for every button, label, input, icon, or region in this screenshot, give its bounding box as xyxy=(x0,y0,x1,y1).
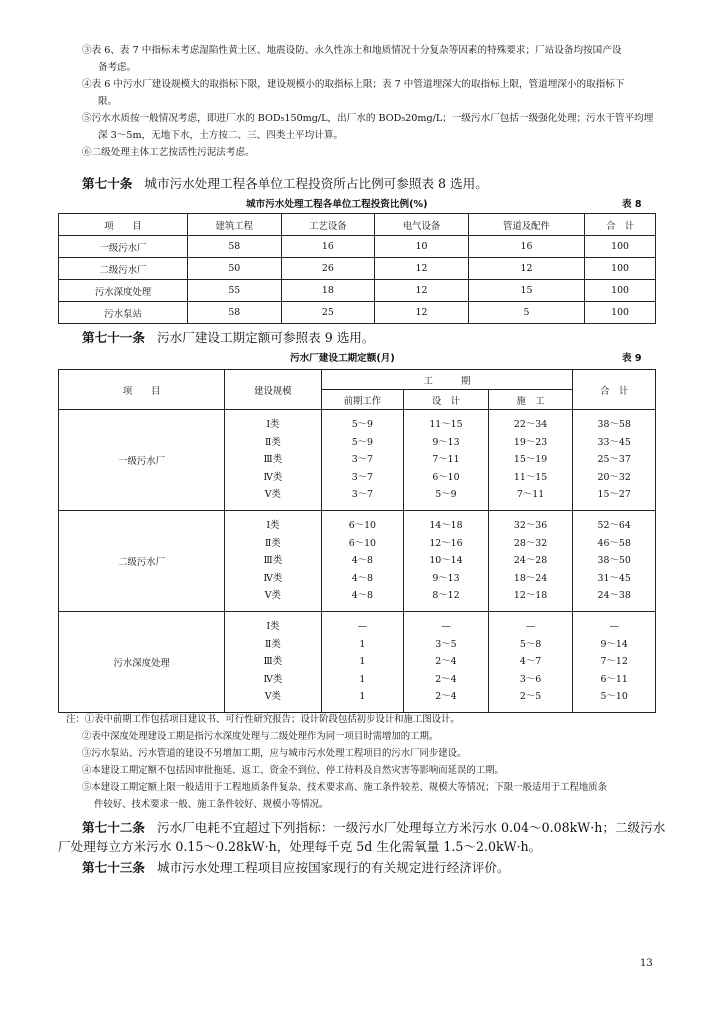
table8-cell: 100 xyxy=(585,258,656,280)
note-4-cont: 限。 xyxy=(98,96,118,107)
class-label: Ⅴ类 xyxy=(264,590,281,602)
value: 10～14 xyxy=(429,555,463,567)
table-row xyxy=(59,410,656,511)
intro-notes xyxy=(82,42,669,161)
note-5-cont: 深 3～5m，无地下水，土方按二、三、四类土平均计算。 xyxy=(98,130,344,141)
table9-build xyxy=(488,612,573,713)
value: 7～11 xyxy=(432,454,460,466)
table9-h-period: 工 期 xyxy=(321,370,573,390)
footnote-5: ⑤本建设工期定额上限一般适用于工程地质条件复杂、技术要求高、施工条件较差、规模大等情况；下限一般适用于工程地质条 xyxy=(82,782,608,793)
article-70-number: 第七十条 xyxy=(82,176,133,191)
value: — xyxy=(441,621,451,633)
class-label: Ⅱ类 xyxy=(264,638,281,650)
value: 20～32 xyxy=(597,471,631,483)
table8-cell: 58 xyxy=(188,236,282,258)
class-label: Ⅲ类 xyxy=(263,656,283,668)
value: 5～10 xyxy=(600,691,628,703)
table9-pre xyxy=(321,410,404,511)
value: 11～15 xyxy=(513,471,548,483)
table9-caption: 污水厂建设工期定额(月) xyxy=(290,353,395,364)
table-row xyxy=(59,236,656,258)
table9-design xyxy=(404,511,489,612)
value: 9～13 xyxy=(432,572,460,584)
value: 28～32 xyxy=(513,537,548,549)
article-70-text: 城市污水处理工程各单位工程投资所占比例可参照表 8 选用。 xyxy=(144,176,488,191)
class-label: Ⅴ类 xyxy=(264,691,281,703)
table9-group-name: 一级污水厂 xyxy=(59,410,225,511)
table8-cell: 16 xyxy=(468,236,584,258)
table9-total xyxy=(573,511,656,612)
value: 5～9 xyxy=(351,436,374,448)
table9-group-name: 污水深度处理 xyxy=(59,612,225,713)
table9-h-design: 设 计 xyxy=(404,390,489,410)
table9-total xyxy=(573,410,656,511)
article-71-number: 第七十一条 xyxy=(82,330,145,345)
value: 2～4 xyxy=(435,673,457,685)
table9-classes xyxy=(225,410,321,511)
value: 15～19 xyxy=(513,454,548,466)
footnote-5-cont: 件较好、技术要求一般、施工条件较好、规模小等情况。 xyxy=(94,799,329,810)
table8-cell: 50 xyxy=(188,258,282,280)
value: 2～5 xyxy=(519,691,542,703)
class-label: Ⅰ类 xyxy=(266,621,280,633)
value: 4～8 xyxy=(351,555,374,567)
value: 1 xyxy=(359,638,366,650)
value: 11～15 xyxy=(429,419,463,431)
note-6: ⑥二级处理主体工艺按活性污泥法考虑。 xyxy=(82,147,255,158)
value: 12～16 xyxy=(429,537,463,549)
article-73 xyxy=(82,858,669,877)
table9-header-row-1 xyxy=(59,370,656,390)
table8-cell: 15 xyxy=(468,280,584,302)
value: 5～9 xyxy=(435,489,457,501)
article-70 xyxy=(82,174,669,193)
table9-build xyxy=(488,410,573,511)
note-3-cont: 备考虑。 xyxy=(98,62,137,73)
value: 3～5 xyxy=(435,638,457,650)
value: 7～12 xyxy=(600,656,628,668)
value: 9～13 xyxy=(432,436,460,448)
class-label: Ⅱ类 xyxy=(264,537,281,549)
table-row xyxy=(59,302,656,324)
value: 15～27 xyxy=(597,489,631,501)
table-row xyxy=(59,612,656,713)
article-72-text: 污水厂电耗不宜超过下列指标：一级污水厂处理每立方米污水 0.04～0.08kW·h；二级污水厂处理每立方米污水 0.15～0.28kW·h，处理每千克 5d 生化需氧量 1.5～2.0kW·h。 xyxy=(58,820,666,854)
article-73-text: 城市污水处理工程项目应按国家现行的有关规定进行经济评价。 xyxy=(156,860,510,875)
table8-h-building: 建筑工程 xyxy=(188,214,282,236)
table-row xyxy=(59,258,656,280)
value: 6～11 xyxy=(600,673,628,685)
value: 5～9 xyxy=(351,419,374,431)
value: 7～11 xyxy=(516,489,545,501)
value: 2～4 xyxy=(435,691,457,703)
table9-h-build: 施 工 xyxy=(488,390,573,410)
value: 24～28 xyxy=(513,555,548,567)
class-label: Ⅲ类 xyxy=(263,454,283,466)
class-label: Ⅲ类 xyxy=(263,555,283,567)
table8-h-item: 项 目 xyxy=(59,214,188,236)
value: 19～23 xyxy=(513,436,548,448)
table8-cell: 100 xyxy=(585,280,656,302)
table8-cell: 18 xyxy=(281,280,375,302)
value: 38～58 xyxy=(597,419,631,431)
class-label: Ⅳ类 xyxy=(263,673,283,685)
table8-cell: 一级污水厂 xyxy=(59,236,188,258)
value: 33～45 xyxy=(597,436,631,448)
value: 52～64 xyxy=(597,520,631,532)
table8-cell: 25 xyxy=(281,302,375,324)
table9-h-item: 项 目 xyxy=(59,370,225,410)
value: 5～8 xyxy=(519,638,542,650)
value: 1 xyxy=(359,691,366,703)
table9-label: 表 9 xyxy=(622,353,642,364)
value: 24～38 xyxy=(597,590,631,602)
value: 38～50 xyxy=(597,555,631,567)
table8-cell: 污水泵站 xyxy=(59,302,188,324)
value: 6～10 xyxy=(432,471,460,483)
table8-header-row xyxy=(59,214,656,236)
class-label: Ⅴ类 xyxy=(264,489,281,501)
table9-total xyxy=(573,612,656,713)
table8-cell: 55 xyxy=(188,280,282,302)
page-number: 13 xyxy=(640,958,653,969)
value: 25～37 xyxy=(597,454,631,466)
value: 22～34 xyxy=(513,419,548,431)
value: — xyxy=(525,621,536,633)
value: — xyxy=(609,621,619,633)
table8-h-pipe: 管道及配件 xyxy=(468,214,584,236)
class-label: Ⅳ类 xyxy=(263,471,283,483)
value: 4～8 xyxy=(351,590,374,602)
value: 4～7 xyxy=(519,656,542,668)
value: 6～10 xyxy=(348,537,377,549)
table8-cell: 二级污水厂 xyxy=(59,258,188,280)
class-label: Ⅱ类 xyxy=(264,436,281,448)
article-72 xyxy=(58,818,669,856)
table8-cell: 100 xyxy=(585,302,656,324)
table8-h-total: 合 计 xyxy=(585,214,656,236)
class-label: Ⅰ类 xyxy=(266,419,280,431)
table9-pre xyxy=(321,612,404,713)
note-5: ⑤污水水质按一般情况考虑，即进厂水的 BOD₅150mg/L，出厂水的 BOD₅20mg/L；一级污水厂包括一级强化处理；污水干管平均埋 xyxy=(82,113,654,124)
footnote-3: ③污水泵站、污水管道的建设不另增加工期，应与城市污水处理工程项目的污水厂同步建设。 xyxy=(82,748,467,759)
table8-cell: 12 xyxy=(375,302,469,324)
table9-design xyxy=(404,612,489,713)
value: 4～8 xyxy=(351,572,374,584)
value: 3～6 xyxy=(519,673,542,685)
value: 14～18 xyxy=(429,520,463,532)
table8-cell: 10 xyxy=(375,236,469,258)
table8-cell: 12 xyxy=(375,258,469,280)
class-label: Ⅳ类 xyxy=(263,572,283,584)
article-72-number: 第七十二条 xyxy=(82,820,145,835)
table8-cell: 58 xyxy=(188,302,282,324)
article-71 xyxy=(82,328,669,347)
table8-cell: 污水深度处理 xyxy=(59,280,188,302)
table9-footnotes xyxy=(66,711,669,813)
table-8 xyxy=(58,213,656,324)
table8-cell: 26 xyxy=(281,258,375,280)
value: 3～7 xyxy=(351,454,374,466)
note-4: ④表 6 中污水厂建设规模大的取指标下限，建设规模小的取指标上限；表 7 中管道埋深大的取指标上限，管道埋深小的取指标下 xyxy=(82,79,625,90)
table8-label: 表 8 xyxy=(622,199,642,210)
value: 32～36 xyxy=(513,520,548,532)
value: 1 xyxy=(359,656,366,668)
table8-h-electric: 电气设备 xyxy=(375,214,469,236)
value: 2～4 xyxy=(435,656,457,668)
table9-h-total: 合 计 xyxy=(573,370,656,410)
table8-cell: 100 xyxy=(585,236,656,258)
value: 46～58 xyxy=(597,537,631,549)
value: — xyxy=(357,621,368,633)
value: 18～24 xyxy=(513,572,548,584)
table9-build xyxy=(488,511,573,612)
footnote-2: ②表中深度处理建设工期是指污水深度处理与二级处理作为同一项目时需增加的工期。 xyxy=(82,731,439,742)
value: 9～14 xyxy=(600,638,628,650)
article-73-number: 第七十三条 xyxy=(82,860,145,875)
table8-caption: 城市污水处理工程各单位工程投资比例(%) xyxy=(246,199,428,210)
value: 3～7 xyxy=(351,489,374,501)
table9-h-pre: 前期工作 xyxy=(321,390,404,410)
table8-cell: 12 xyxy=(375,280,469,302)
table8-cell: 12 xyxy=(468,258,584,280)
table9-group-name: 二级污水厂 xyxy=(59,511,225,612)
footnote-4: ④本建设工期定额不包括因审批拖延、返工、资金不到位、停工待料及自然灾害等影响而延误的工期。 xyxy=(82,765,504,776)
class-label: Ⅰ类 xyxy=(266,520,280,532)
table-row xyxy=(59,511,656,612)
table8-h-process: 工艺设备 xyxy=(281,214,375,236)
value: 1 xyxy=(359,673,366,685)
value: 8～12 xyxy=(432,590,460,602)
table9-classes xyxy=(225,511,321,612)
table8-cell: 5 xyxy=(468,302,584,324)
table8-cell: 16 xyxy=(281,236,375,258)
table9-classes xyxy=(225,612,321,713)
value: 31～45 xyxy=(597,572,631,584)
table-row xyxy=(59,280,656,302)
footnote-1: 注：①表中前期工作包括项目建议书、可行性研究报告；设计阶段包括初步设计和施工图设计。 xyxy=(66,714,460,725)
value: 6～10 xyxy=(348,520,377,532)
value: 12～18 xyxy=(513,590,548,602)
table9-design xyxy=(404,410,489,511)
table-9 xyxy=(58,369,656,713)
table9-h-scale: 建设规模 xyxy=(225,370,321,410)
article-71-text: 污水厂建设工期定额可参照表 9 选用。 xyxy=(156,330,375,345)
table9-pre xyxy=(321,511,404,612)
note-3: ③表 6、表 7 中指标未考虑湿陷性黄土区、地震设防、永久性冻土和地质情况十分复杂等因素的特殊要求；厂站设备均按国产设 xyxy=(82,45,622,56)
value: 3～7 xyxy=(351,471,374,483)
